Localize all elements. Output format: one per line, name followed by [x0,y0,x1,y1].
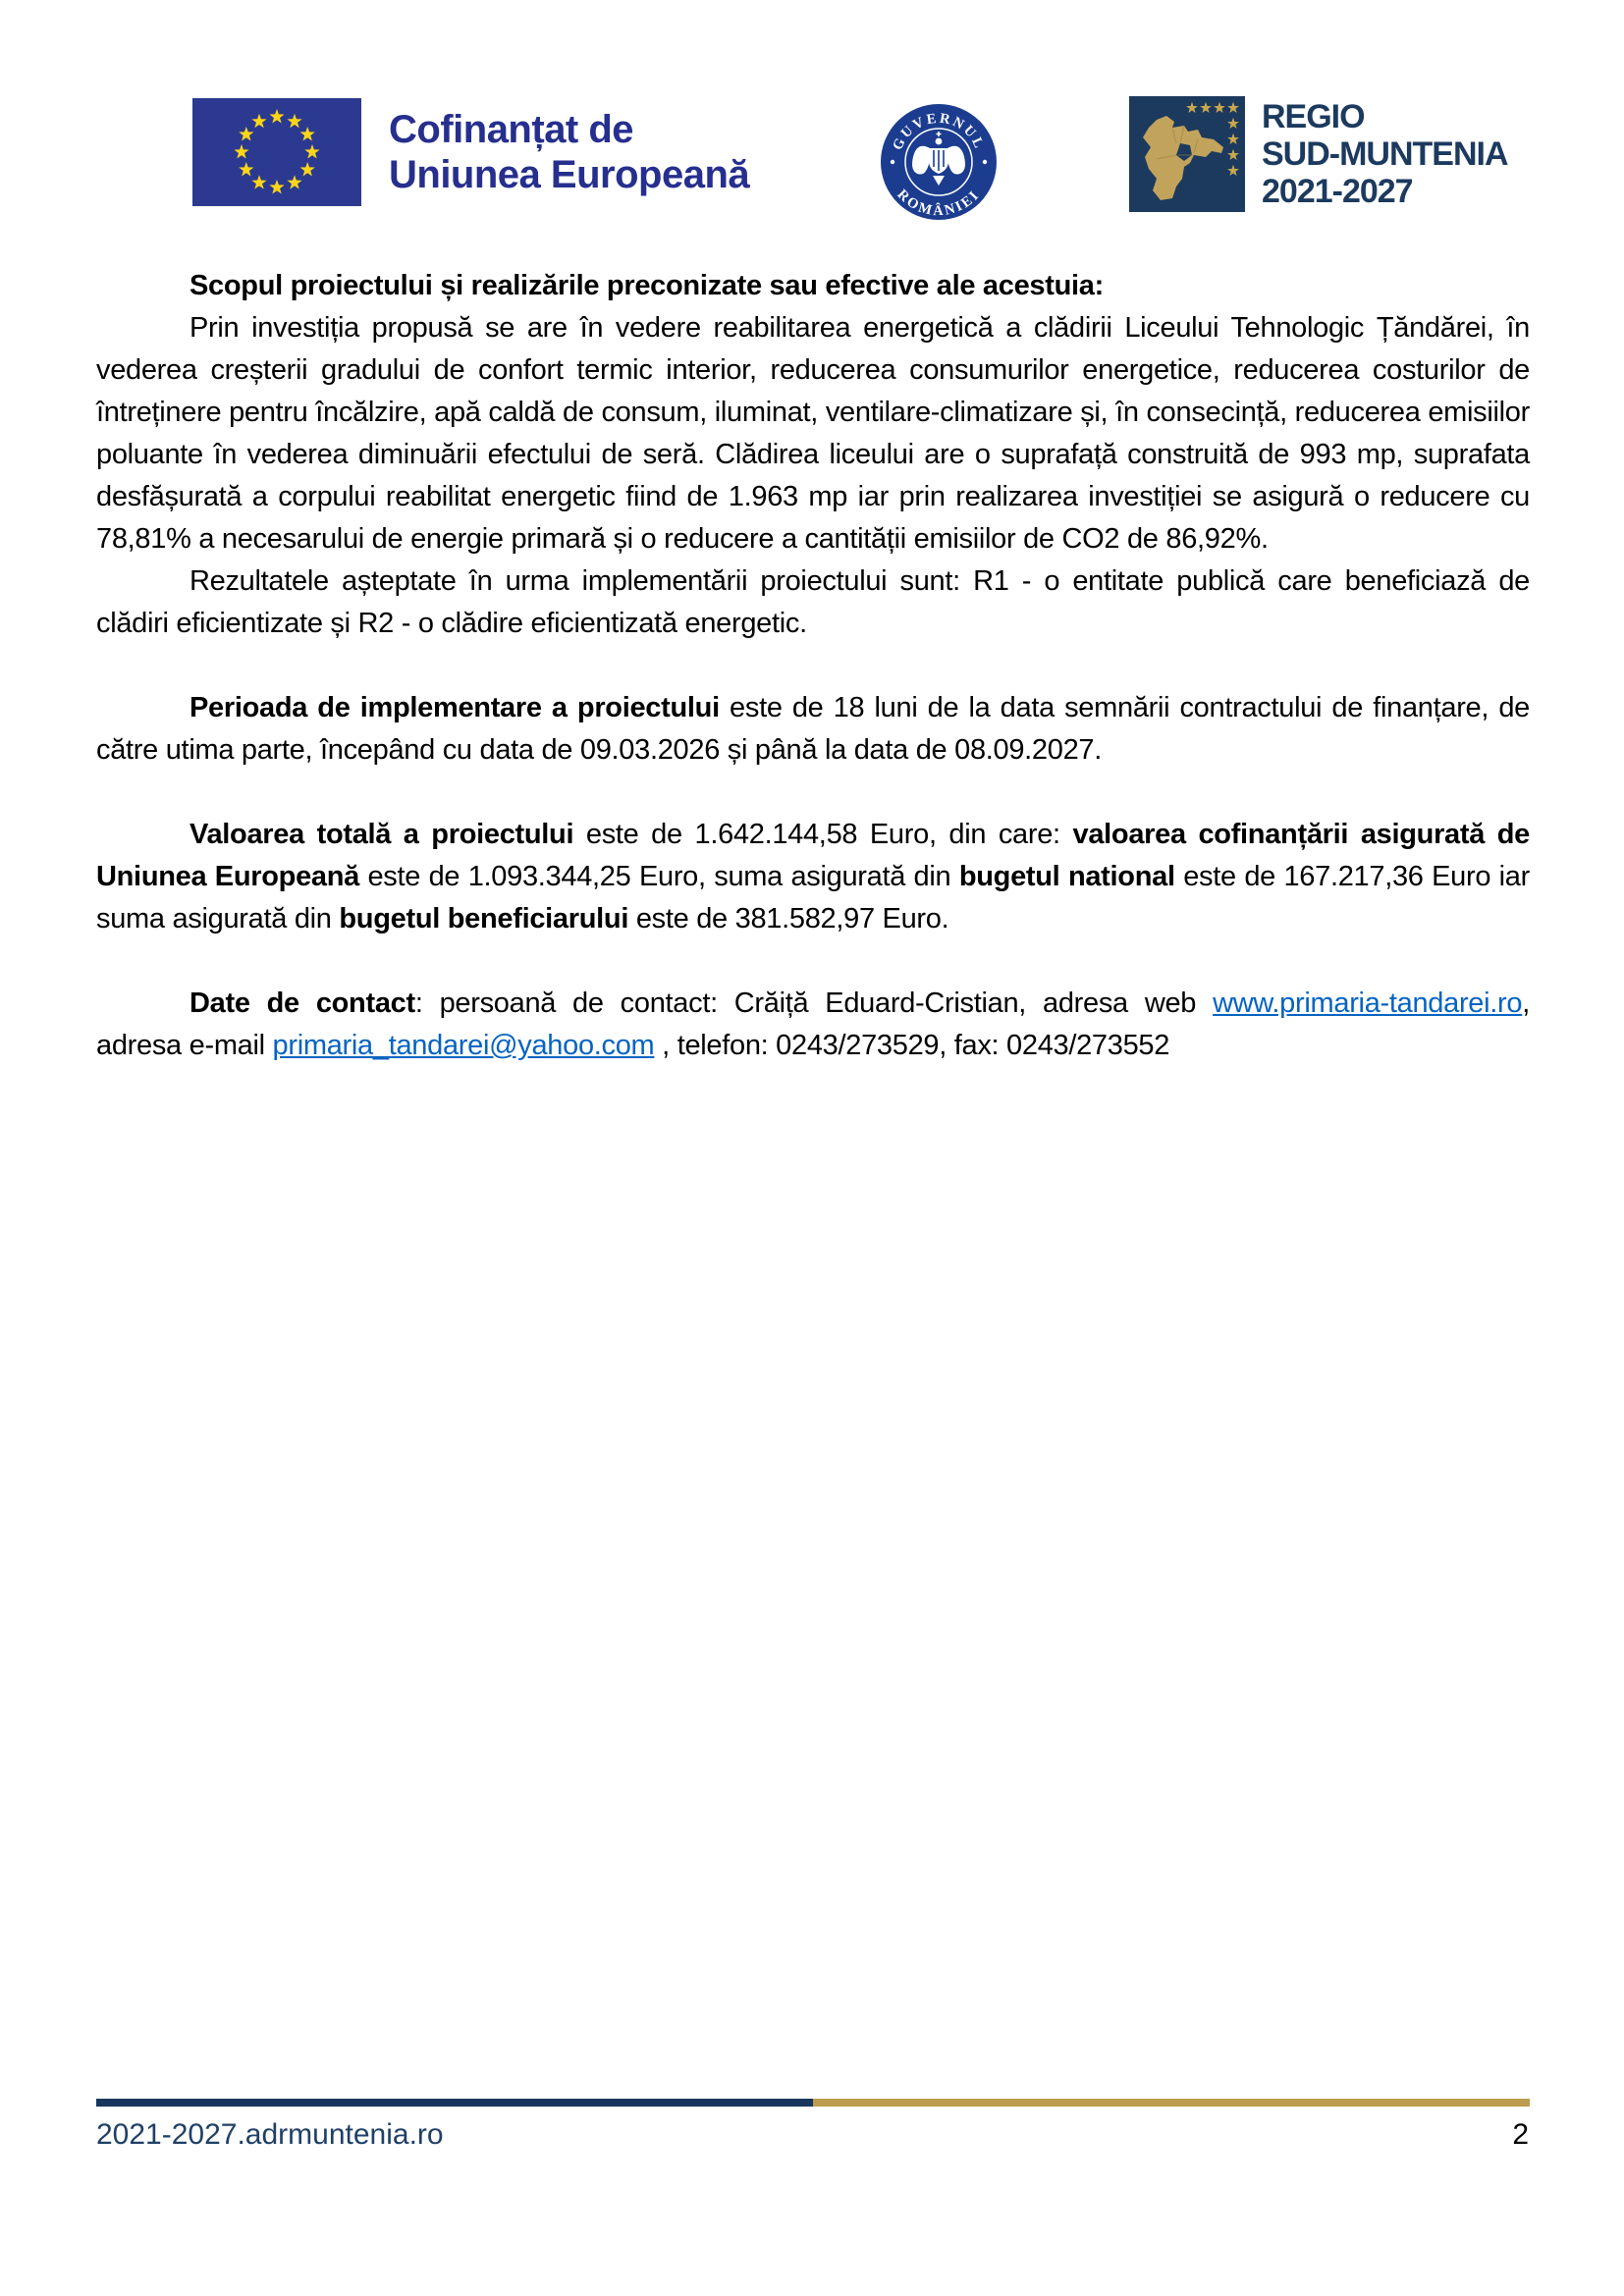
footer-divider [96,2099,1530,2107]
paragraph-contact [96,983,1530,1067]
regio-map-icon [1129,96,1245,212]
eu-logo-caption-line1: Cofinanțat de [389,108,634,151]
footer-website: 2021-2027.adrmuntenia.ro [96,2118,444,2151]
contact-web-link[interactable]: www.primaria-tandarei.ro [1213,988,1523,1019]
seal-text-bottom: ROMÂNIEI [893,187,984,220]
contact-label: Date de contact [189,988,415,1019]
regio-logo-line2: SUD-MUNTENIA [1262,135,1508,173]
regio-sud-muntenia-logo [1129,96,1508,212]
seal-text-top: GUVERNUL [890,110,988,153]
value-national-label: bugetul national [958,861,1175,892]
romanian-government-seal [881,101,997,228]
value-total-text: este de 1.642.144,58 Euro, din care: [573,819,1073,850]
paragraph-value [96,814,1530,940]
eu-logo-caption [389,107,749,197]
period-text: este de 18 luni de la data semnării contractului de finanțare, de către utima parte, începând cu data de 09.03.2026 și până la data de 08.09.2027. [96,692,1530,766]
regio-logo-line1: REGIO [1262,98,1365,135]
value-eu-text: este de 1.093.344,25 Euro, suma asigurată din [358,861,959,892]
eu-logo-caption-line2: Uniunea Europeană [389,153,750,196]
value-national-text: este de 167.217,36 Euro iar suma asigurată din [96,861,1530,934]
value-total-label: Valoarea totală a proiectului [189,819,574,850]
regio-logo-line3: 2021-2027 [1262,173,1413,210]
section-heading-text: Scopul proiectului și realizările preconizate sau efective ale acestuia: [189,270,1104,301]
value-beneficiary-text: este de 381.582,97 Euro. [628,903,949,934]
footer-divider-gold-segment [813,2099,1530,2107]
contact-text-1: : persoană de contact: Crăiță Eduard-Cristian, adresa web [414,988,1214,1019]
paragraph-period [96,687,1530,772]
period-label: Perioada de implementare a proiectului [189,692,720,723]
regio-logo-caption [1262,98,1508,210]
value-eu-label: valoarea cofinanțării asigurată de Uniunea Europeană [96,819,1530,892]
eu-cofunded-logo [192,98,749,206]
document-body [96,265,1530,1067]
contact-text-3: , telefon: 0243/273529, fax: 0243/273552 [654,1030,1170,1061]
footer-divider-navy-segment [96,2099,813,2107]
paragraph-results: Rezultatele așteptate în urma implementării proiectului sunt: R1 - o entitate publică care beneficiază de clădiri eficientizate și R2 - o clădire eficientizată energetic. [96,565,1530,639]
section-heading [96,265,1530,307]
contact-text-2: , adresa e-mail [96,988,1530,1061]
contact-email-link[interactable]: primaria_tandarei@yahoo.com [272,1030,655,1061]
government-seal-icon [881,101,997,223]
eu-flag-icon [192,98,361,206]
footer-page-number: 2 [1512,2118,1529,2151]
value-beneficiary-label: bugetul beneficiarului [339,903,629,934]
paragraph-investment: Prin investiția propusă se are în vedere reabilitarea energetică a clădirii Liceului Tehnologic Țăndărei, în vederea creșterii gradului de confort termic interior, reducerea consumurilor energetice, reducerea costurilor de întreținere pentru încălzire, apă caldă de consum, iluminat, ventilare-climatizare și, în consecință, reducerea emisiilor poluante în vederea diminuării efectului de seră. Clădirea liceului are o suprafață construită de 993 mp, suprafata desfășurată a corpului reabilitat energetic fiind de 1.963 mp iar prin realizarea investiției se asigură o reducere cu 78,81% a necesarului de energie primară și o reducere a cantității emisiilor de CO2 de 86,92%. [96,312,1530,555]
